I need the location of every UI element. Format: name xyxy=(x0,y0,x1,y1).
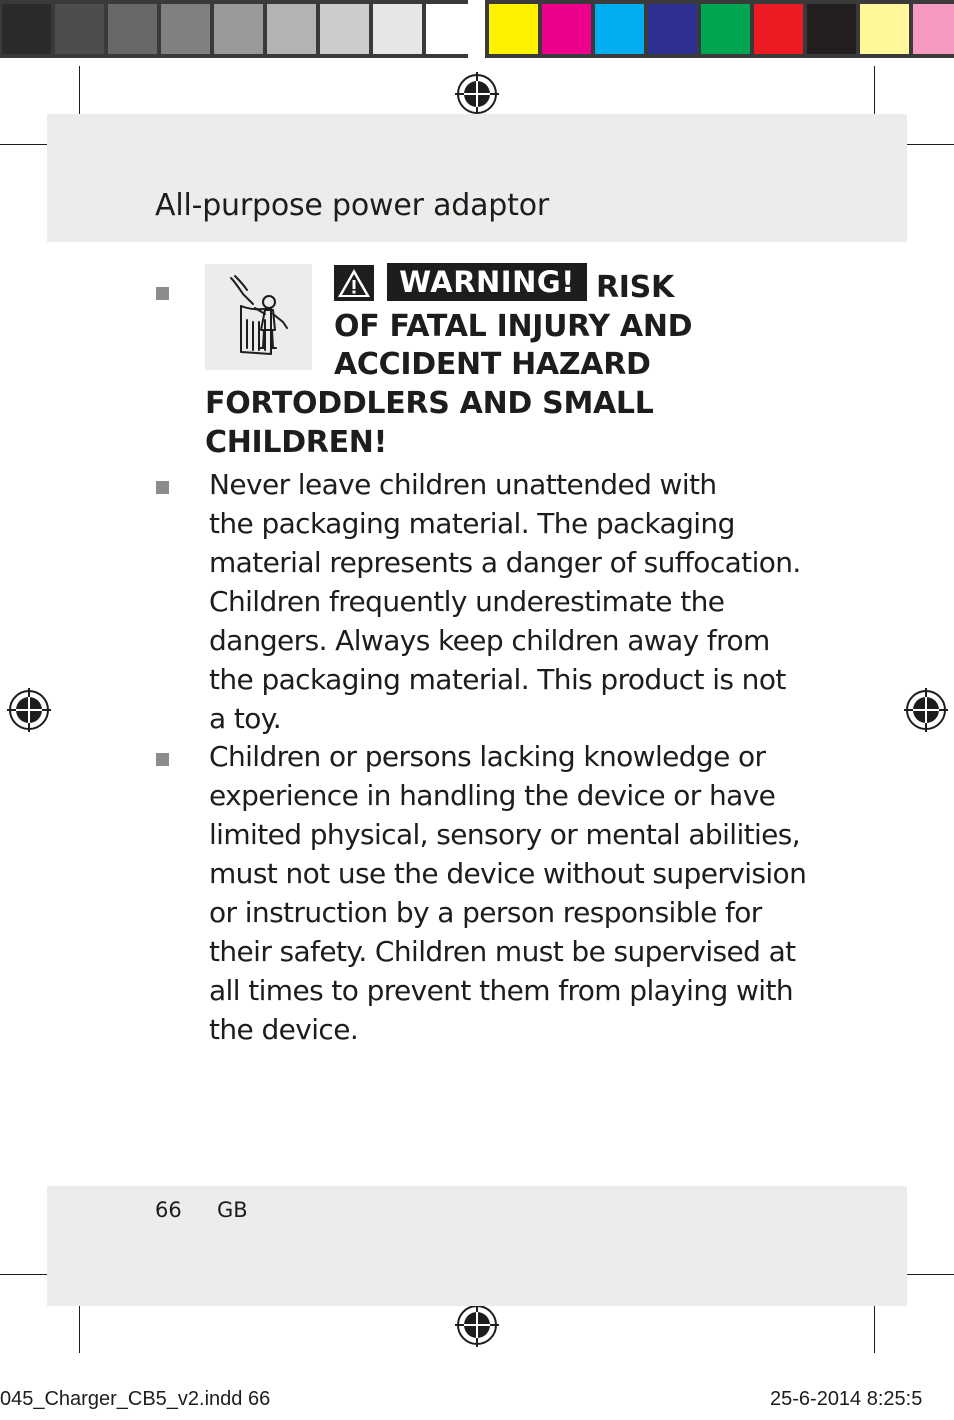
warning-heading-line: OF FATAL INJURY AND xyxy=(334,309,693,344)
color-swatch xyxy=(860,4,909,54)
gray-swatch xyxy=(55,4,104,54)
color-swatch xyxy=(754,4,803,54)
gray-swatch xyxy=(108,4,157,54)
paragraph-line: Never leave children unattended with xyxy=(209,468,717,501)
bullet-icon xyxy=(156,287,169,300)
paragraph-line: a toy. xyxy=(209,702,282,735)
warning-badge: WARNING! xyxy=(387,263,587,301)
registration-mark-icon xyxy=(904,688,948,732)
slug-file-info: 045_Charger_CB5_v2.indd 66 xyxy=(0,1388,271,1410)
warning-triangle-icon xyxy=(334,265,374,301)
child-safety-icon xyxy=(205,264,312,370)
color-swatch xyxy=(807,4,856,54)
color-swatch xyxy=(913,4,954,54)
color-swatch xyxy=(595,4,644,54)
paragraph-line: all times to prevent them from playing with xyxy=(209,974,793,1007)
registration-mark-icon xyxy=(455,72,499,116)
page-number: 66 xyxy=(155,1198,182,1222)
registration-mark-icon xyxy=(7,688,51,732)
paragraph-line: must not use the device without supervision xyxy=(209,857,807,890)
paragraph-line: the packaging material. The packaging xyxy=(209,507,735,540)
paragraph-line: dangers. Always keep children away from xyxy=(209,624,770,657)
paragraph-line: Children frequently underestimate the xyxy=(209,585,725,618)
page-title: All-purpose power adaptor xyxy=(155,188,549,223)
language-code: GB xyxy=(217,1198,248,1222)
paragraph-line: experience in handling the device or have xyxy=(209,779,776,812)
warning-heading-line: CHILDREN! xyxy=(205,425,387,460)
safety-paragraph xyxy=(209,737,809,1049)
gray-swatch xyxy=(320,4,369,54)
gray-swatch xyxy=(373,4,422,54)
paragraph-line: Children or persons lacking knowledge or xyxy=(209,740,766,773)
paragraph-line: material represents a danger of suffocation. xyxy=(209,546,801,579)
registration-mark-icon xyxy=(455,1303,499,1347)
gray-swatch xyxy=(161,4,210,54)
gray-swatch xyxy=(426,4,475,54)
bullet-icon xyxy=(156,753,169,766)
gray-swatch xyxy=(2,4,51,54)
gray-swatch xyxy=(214,4,263,54)
color-swatch xyxy=(489,4,538,54)
warning-heading-line: FORTODDLERS AND SMALL xyxy=(205,386,654,421)
gray-swatch xyxy=(267,4,316,54)
bullet-icon xyxy=(156,481,169,494)
paragraph-line: their safety. Children must be supervised at xyxy=(209,935,796,968)
safety-paragraph xyxy=(209,465,809,738)
paragraph-line: or instruction by a person responsible for xyxy=(209,896,762,929)
warning-heading-line: RISK xyxy=(596,270,674,305)
paragraph-line: the packaging material. This product is not xyxy=(209,663,786,696)
paragraph-line: the device. xyxy=(209,1013,359,1046)
color-swatch xyxy=(701,4,750,54)
color-swatch xyxy=(542,4,591,54)
slug-date-time: 25-6-2014 8:25:5 xyxy=(770,1388,923,1410)
color-swatch xyxy=(648,4,697,54)
paragraph-line: limited physical, sensory or mental abilities, xyxy=(209,818,801,851)
warning-heading-line: ACCIDENT HAZARD xyxy=(334,347,651,382)
